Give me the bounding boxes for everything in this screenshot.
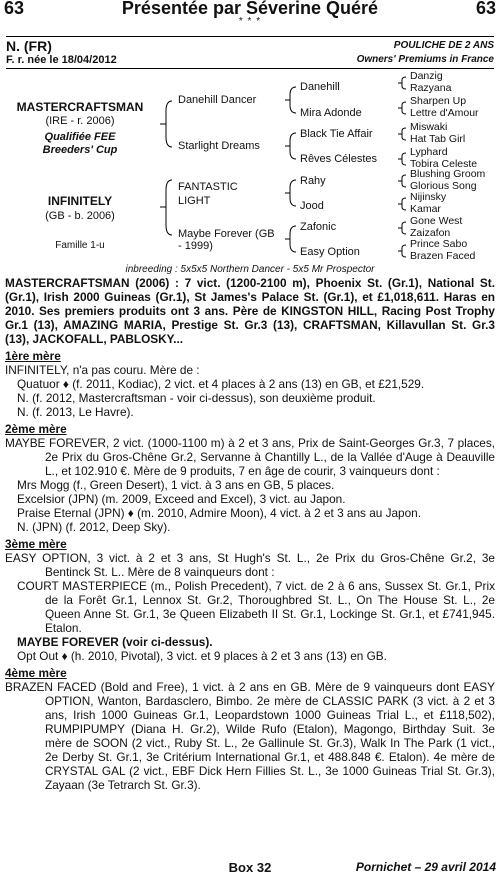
pedigree-g4: Hat Tab Girl bbox=[410, 133, 466, 145]
pedigree-sire-note: Qualifiée FEE Breeders' Cup bbox=[42, 131, 118, 156]
pedigree-bracket bbox=[398, 175, 406, 187]
lot-number-left: 63 bbox=[4, 0, 25, 18]
pedigree-g4: Lyphard bbox=[410, 146, 448, 158]
section-title: 2ème mère bbox=[5, 422, 67, 436]
pedigree-table bbox=[0, 67, 500, 267]
pedigree-bracket bbox=[398, 245, 406, 257]
produce-line: N. (f. 2013, Le Havre). bbox=[17, 405, 134, 419]
granddam-intro: MAYBE FOREVER, 2 vict. (1000-1100 m) à 2 et 3 ans, Prix de Saint-Georges Gr.3, 7 places, 2e Prix du Gros-Chêne Gr.2, Servanne à Chantilly L., de la Vallée d'Auge à Deauville L., et 102.910 €. Mère de 9 produits, 7 en âge de courir, 3 vainqueurs dont : bbox=[5, 436, 495, 478]
pedigree-bracket bbox=[398, 198, 406, 210]
pedigree-g4: Razyana bbox=[410, 82, 452, 94]
divider bbox=[6, 36, 494, 37]
pedigree-g4: Zaizafon bbox=[410, 227, 451, 239]
third-dam-intro: EASY OPTION, 3 vict. à 2 et 3 ans, St Hugh's St. L., 2e Prix du Gros-Chêne Gr.2, 3e Bentinck St. L.. Mère de 8 vainqueurs dont : bbox=[5, 551, 495, 579]
title-stars: * * * bbox=[238, 16, 262, 27]
dam-intro: INFINITELY, n'a pas couru. Mère de : bbox=[5, 363, 200, 377]
pedigree-famille: Famille 1-u bbox=[55, 240, 105, 251]
pedigree-g4: Prince Sabo bbox=[410, 238, 468, 250]
pedigree-g4: Nijinsky bbox=[410, 191, 447, 203]
pedigree-bracket bbox=[398, 222, 406, 234]
pedigree-bracket bbox=[398, 77, 406, 89]
lot-number-right: 63 bbox=[475, 0, 496, 18]
produce-line: Quatuor ♦ (f. 2011, Kodiac), 2 vict. et 4 places à 2 ans (13) en GB, et £21,529. bbox=[17, 377, 425, 391]
pedigree-g4: Gone West bbox=[410, 215, 463, 227]
pedigree-g4: Brazen Faced bbox=[410, 250, 476, 262]
pedigree-g2: Starlight Dreams bbox=[178, 140, 260, 152]
produce-line: Mrs Mogg (f., Green Desert), 1 vict. à 3 ans en GB, 5 places. bbox=[17, 478, 335, 492]
pedigree-g4: Lettre d'Amour bbox=[410, 107, 479, 119]
produce-line: Excelsior (JPN) (m. 2009, Exceed and Excel), 3 vict. au Japon. bbox=[17, 492, 346, 506]
horse-name: N. (FR) POULICHE DE 2 ANS bbox=[6, 38, 494, 54]
pedigree-g3: Mira Adonde bbox=[300, 107, 362, 119]
sire-text: MASTERCRAFTSMAN (2006) : 7 vict. (1200-2100 m), Phoenix St. (Gr.1), National St. (Gr.1), Irish 2000 Guineas (Gr.1), St James's Palace St. (Gr.1), et £1,018,611. Haras en 2010. Ses premiers produits ont 3 ans. Père de KINGSTON HILL, Racing Post Trophy Gr.1 (13), AMAZING MARIA, Prestige St. Gr.3 (13), CRAFTSMAN, Killavullan St. Gr.3 (13), JACKOFALL, PABLOSKY... bbox=[5, 276, 495, 346]
section-title: 1ère mère bbox=[5, 349, 61, 363]
produce-line: Praise Eternal (JPN) ♦ (m. 2010, Admire Moon), 4 vict. à 2 et 3 ans au Japon. bbox=[17, 506, 422, 520]
produce-line: Opt Out ♦ (h. 2010, Pivotal), 3 vict. et 9 places à 2 et 3 ans (13) en GB. bbox=[17, 649, 387, 663]
pedigree-bracket bbox=[398, 102, 406, 114]
pedigree-g4: Danzig bbox=[410, 70, 443, 82]
pedigree-text bbox=[5, 276, 495, 792]
produce-line: N. (JPN) (f. 2012, Deep Sky). bbox=[17, 520, 171, 534]
pedigree-g3: Danehill bbox=[300, 81, 340, 93]
pedigree-g3: Rahy bbox=[300, 175, 326, 187]
pedigree-g4: Blushing Groom bbox=[410, 168, 486, 180]
section-title: 3ème mère bbox=[5, 537, 67, 551]
pedigree-g4: Sharpen Up bbox=[410, 95, 467, 107]
box-number: Box 32 bbox=[228, 860, 272, 875]
sale-place-date: Pornichet – 29 avril 2014 bbox=[355, 860, 496, 874]
pedigree-sire-info: (IRE - r. 2006) bbox=[45, 115, 115, 127]
page-title: Présentée par Séverine Quéré bbox=[121, 0, 379, 18]
fourth-dam-text: BRAZEN FACED (Bold and Free), 1 vict. à 2 ans en GB. Mère de 9 vainqueurs dont EASY OPTION, Wanton, Bardasclero, Bimbo. 2e mère de CLASSIC PARK (3 vict. à 2 et 3 ans, Irish 1000 Guineas Gr.1, Leopardstown 1000 Guineas Trial L., et £118,502), RUMPIPUMPY (Diana H. Gr.2), Wilde Rufo (Etalon), Magongo, Birthday Suit. 3e mère de SOON (2 vict., Ruby St. L., 2e Gallinule St. Gr.3), Walk In The Park (1 vict., 2e Derby St. Gr.1, 3e Critérium International Gr.1, et 488.848 €. Etalon). 4e mère de CRYSTAL GAL (2 vict., EBF Dick Hern Fillies St. L., 3e 1000 Guineas Trial St. Gr.3), Zayaan (3e Tetrarch St. Gr.3). bbox=[5, 680, 495, 792]
pedigree-bracket bbox=[398, 153, 406, 165]
pedigree-dam-info: (GB - b. 2006) bbox=[45, 210, 115, 222]
pedigree-g4: Glorious Song bbox=[410, 180, 477, 192]
pedigree-g3: Easy Option bbox=[300, 246, 360, 258]
pedigree-g4: Kamar bbox=[410, 203, 441, 215]
pedigree-g2: Maybe Forever (GB - 1999) bbox=[178, 228, 275, 252]
pedigree-g3: Zafonic bbox=[300, 221, 337, 233]
pedigree-g2: Danehill Dancer bbox=[178, 94, 257, 106]
pedigree-dam: INFINITELY bbox=[47, 194, 113, 208]
produce-line: COURT MASTERPIECE (m., Polish Precedent), 7 vict. de 2 à 6 ans, Sussex St. Gr.1, Prix de la Forêt Gr.1, Lennox St. Gr.2, Thoroughbred St. L., On The House St. L., 2e Queen Anne St. Gr.1, 3e Queen Elizabeth II St. Gr.1, Lockinge St. Gr.1, et £741,945. Etalon. bbox=[17, 579, 495, 635]
horse-type: POULICHE DE 2 ANS bbox=[393, 40, 494, 51]
pedigree-g2: FANTASTIC LIGHT bbox=[178, 181, 238, 207]
owners-premiums: Owners' Premiums in France bbox=[356, 54, 494, 65]
produce-line: N. (f. 2012, Mastercraftsman - voir ci-dessus), son deuxième produit. bbox=[17, 391, 376, 405]
pedigree-bracket bbox=[398, 128, 406, 140]
page-footer bbox=[0, 860, 500, 878]
pedigree-g4: Tobira Celeste bbox=[410, 158, 478, 170]
pedigree-g3: Black Tie Affair bbox=[300, 128, 373, 140]
inbreeding-line: inbreeding : 5x5x5 Northern Dancer - 5x5 Mr Prospector bbox=[125, 264, 375, 275]
pedigree-g3: Jood bbox=[300, 200, 324, 212]
pedigree-g3: Rêves Célestes bbox=[300, 153, 378, 165]
horse-birth: F. r. née le 18/04/2012 Owners' Premiums in France bbox=[6, 54, 494, 66]
pedigree-g4: Miswaki bbox=[410, 121, 448, 133]
pedigree-sire: MASTERCRAFTSMAN bbox=[16, 100, 144, 114]
section-title: 4ème mère bbox=[5, 666, 67, 680]
produce-line: MAYBE FOREVER (voir ci-dessus). bbox=[17, 635, 213, 649]
